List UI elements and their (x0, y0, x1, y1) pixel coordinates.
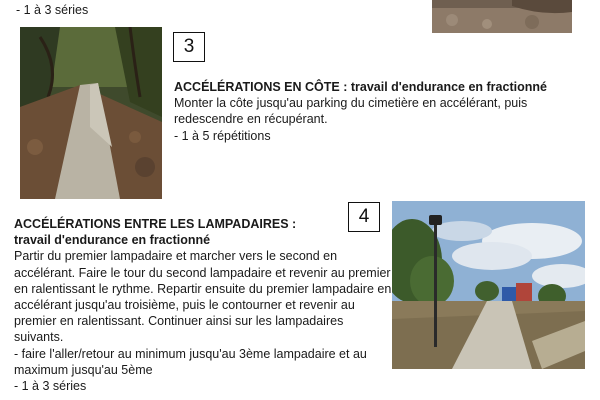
section-4-rule: - faire l'aller/retour au minimum jusqu'au 3ème lampadaire et au maximum jusqu'au 5ème (14, 346, 367, 377)
section-3-title: ACCÉLÉRATIONS EN CÔTE : travail d'endurance en fractionné (174, 80, 547, 94)
section-4-title-line-1: ACCÉLÉRATIONS ENTRE LES LAMPADAIRES : (14, 217, 297, 231)
section-3-description: Monter la côte jusqu'au parking du cimetière en accélérant, puis redescendre en récupérant. (174, 96, 528, 127)
section-4-title-line-2: travail d'endurance en fractionné (14, 233, 211, 248)
lamp-posts-park-photo (392, 201, 585, 369)
section-4-series: - 1 à 3 séries (14, 379, 87, 394)
previous-section-series-note: - 1 à 3 séries (16, 3, 89, 17)
section-4-description: Partir du premier lampadaire et marcher vers le second en accélérant. Faire le tour du second lampadaire et revenir au premier en ralentissant le rythme. Repartir ensuite du premier lampadaire en accélérant jusqu'au troisième, puis le contourner et revenir au premier en ralentissant. Continuer ainsi sur les lampadaires suivants. (14, 249, 392, 345)
section-3-number: 3 (173, 32, 205, 62)
section-4-text (14, 216, 392, 394)
previous-section-photo (432, 0, 572, 33)
hill-path-photo (20, 27, 162, 199)
section-4-number: 4 (348, 202, 380, 232)
section-3-text (174, 79, 574, 144)
section-3-repetitions: - 1 à 5 répétitions (174, 128, 271, 143)
